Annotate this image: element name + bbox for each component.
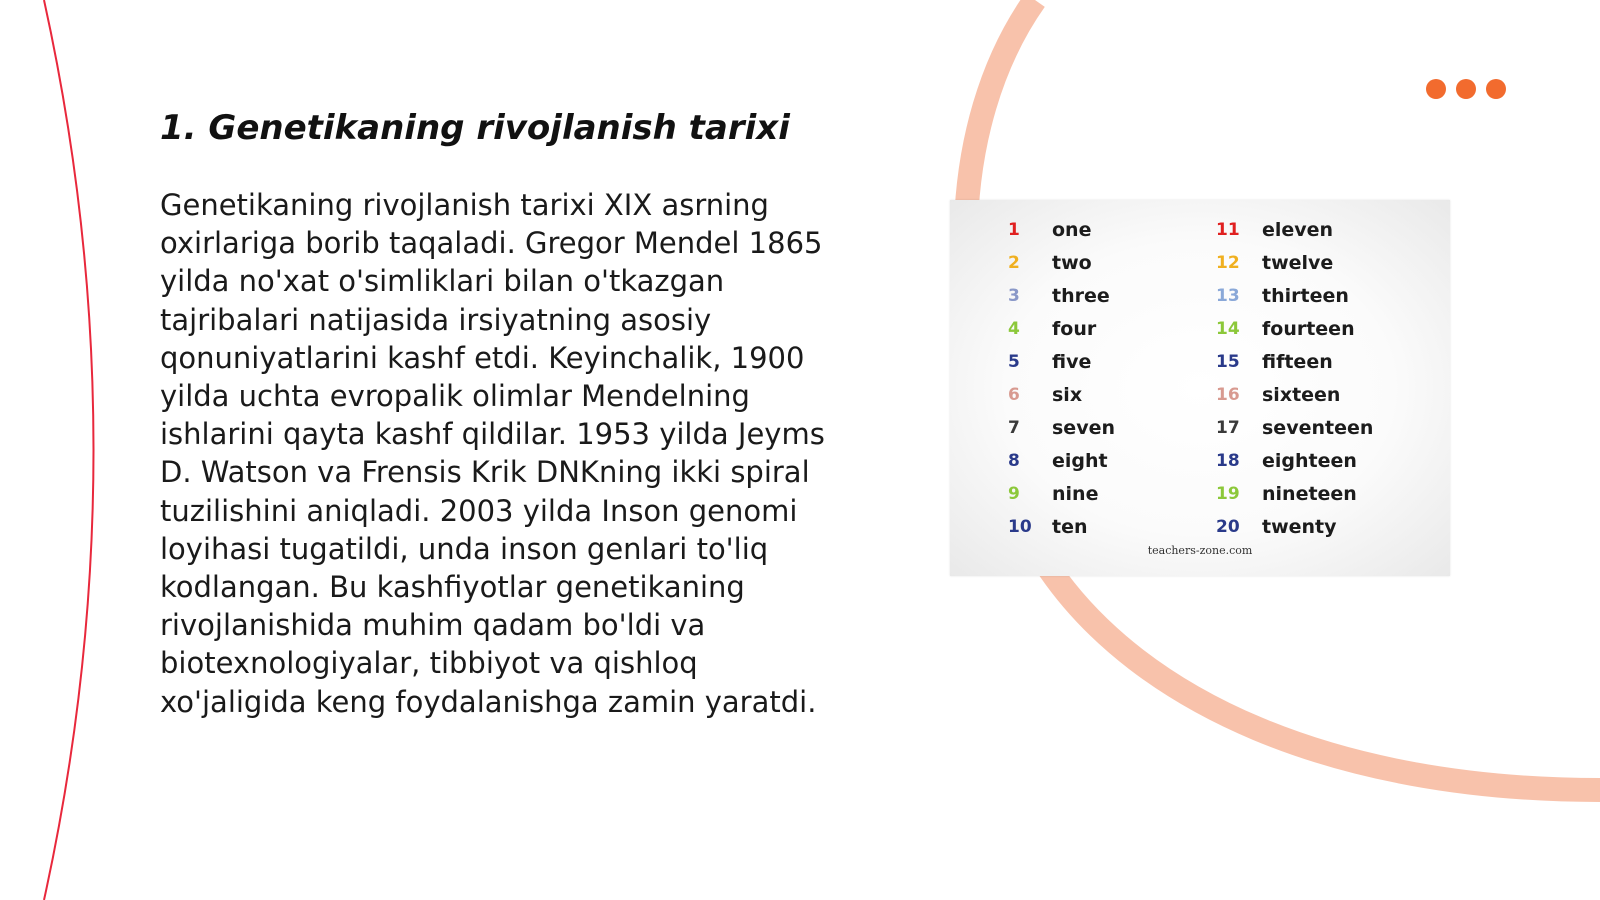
number-word: two (1052, 251, 1092, 274)
number-digit: 17 (1216, 417, 1240, 438)
number-digit: 19 (1216, 483, 1240, 504)
number-word: twelve (1262, 251, 1334, 274)
number-row (1216, 246, 1373, 279)
number-row (1216, 312, 1373, 345)
number-digit: 7 (1008, 417, 1020, 438)
number-row (1008, 378, 1115, 411)
number-digit: 15 (1216, 351, 1240, 372)
number-word: thirteen (1262, 284, 1349, 307)
number-digit: 14 (1216, 318, 1240, 339)
number-digit: 12 (1216, 252, 1240, 273)
number-row (1216, 378, 1373, 411)
number-word: fifteen (1262, 350, 1333, 373)
menu-dots (1426, 79, 1506, 99)
number-row (1216, 213, 1373, 246)
number-digit: 3 (1008, 285, 1020, 306)
number-row (1008, 411, 1115, 444)
numbers-right-column (1216, 213, 1373, 543)
number-word: seventeen (1262, 416, 1374, 439)
number-digit: 1 (1008, 219, 1020, 240)
number-row (1008, 345, 1115, 378)
number-digit: 13 (1216, 285, 1240, 306)
number-word: fourteen (1262, 317, 1355, 340)
number-digit: 18 (1216, 450, 1240, 471)
number-row (1008, 312, 1115, 345)
number-digit: 8 (1008, 450, 1020, 471)
number-digit: 11 (1216, 219, 1240, 240)
number-row (1216, 411, 1373, 444)
number-row (1008, 444, 1115, 477)
numbers-image (950, 200, 1450, 576)
red-curve-decoration (44, 0, 94, 900)
number-word: four (1052, 317, 1097, 340)
number-row (1008, 246, 1115, 279)
number-row (1008, 279, 1115, 312)
number-row (1216, 444, 1373, 477)
number-word: nineteen (1262, 482, 1357, 505)
number-word: five (1052, 350, 1092, 373)
number-row (1216, 510, 1373, 543)
number-row (1008, 510, 1115, 543)
number-word: eight (1052, 449, 1108, 472)
number-word: eleven (1262, 218, 1334, 241)
dot-icon (1426, 79, 1446, 99)
number-digit: 6 (1008, 384, 1020, 405)
number-digit: 20 (1216, 516, 1240, 537)
number-row (1216, 345, 1373, 378)
number-word: three (1052, 284, 1110, 307)
number-word: twenty (1262, 515, 1337, 538)
number-word: one (1052, 218, 1092, 241)
number-word: eighteen (1262, 449, 1357, 472)
number-digit: 2 (1008, 252, 1020, 273)
number-digit: 5 (1008, 351, 1020, 372)
number-word: seven (1052, 416, 1115, 439)
slide-title: 1. Genetikaning rivojlanish tarixi (160, 108, 790, 148)
number-row (1008, 213, 1115, 246)
number-digit: 9 (1008, 483, 1020, 504)
number-word: nine (1052, 482, 1099, 505)
number-digit: 16 (1216, 384, 1240, 405)
dot-icon (1456, 79, 1476, 99)
dot-icon (1486, 79, 1506, 99)
slide-body-text: Genetikaning rivojlanish tarixi XIX asrning oxirlariga borib taqaladi. Gregor Mendel 1865 yilda no'xat o'simliklari bilan o'tkazgan tajribalari natijasida irsiyatning asosiy qonuniyatlarini kashf etdi. Keyinchalik, 1900 yilda uchta evropalik olimlar Mendelning ishlarini qayta kashf qildilar. 1953 yilda Jeyms D. Watson va Frensis Krik DNKning ikki spiral tuzilishini aniqladi. 2003 yilda Inson genomi loyihasi tugatildi, unda inson genlari to'liq kodlangan. Bu kashfiyotlar genetikaning rivojlanishida muhim qadam bo'ldi va biotexnologiyalar, tibbiyot va qishloq xo'jaligida keng foydalanishga zamin yaratdi. (160, 188, 825, 719)
number-row (1008, 477, 1115, 510)
number-word: six (1052, 383, 1083, 406)
number-digit: 10 (1008, 516, 1032, 537)
number-digit: 4 (1008, 318, 1020, 339)
number-word: ten (1052, 515, 1088, 538)
number-word: sixteen (1262, 383, 1341, 406)
numbers-left-column (1008, 213, 1115, 543)
image-source-caption: teachers-zone.com (1147, 544, 1253, 557)
number-row (1216, 477, 1373, 510)
number-row (1216, 279, 1373, 312)
